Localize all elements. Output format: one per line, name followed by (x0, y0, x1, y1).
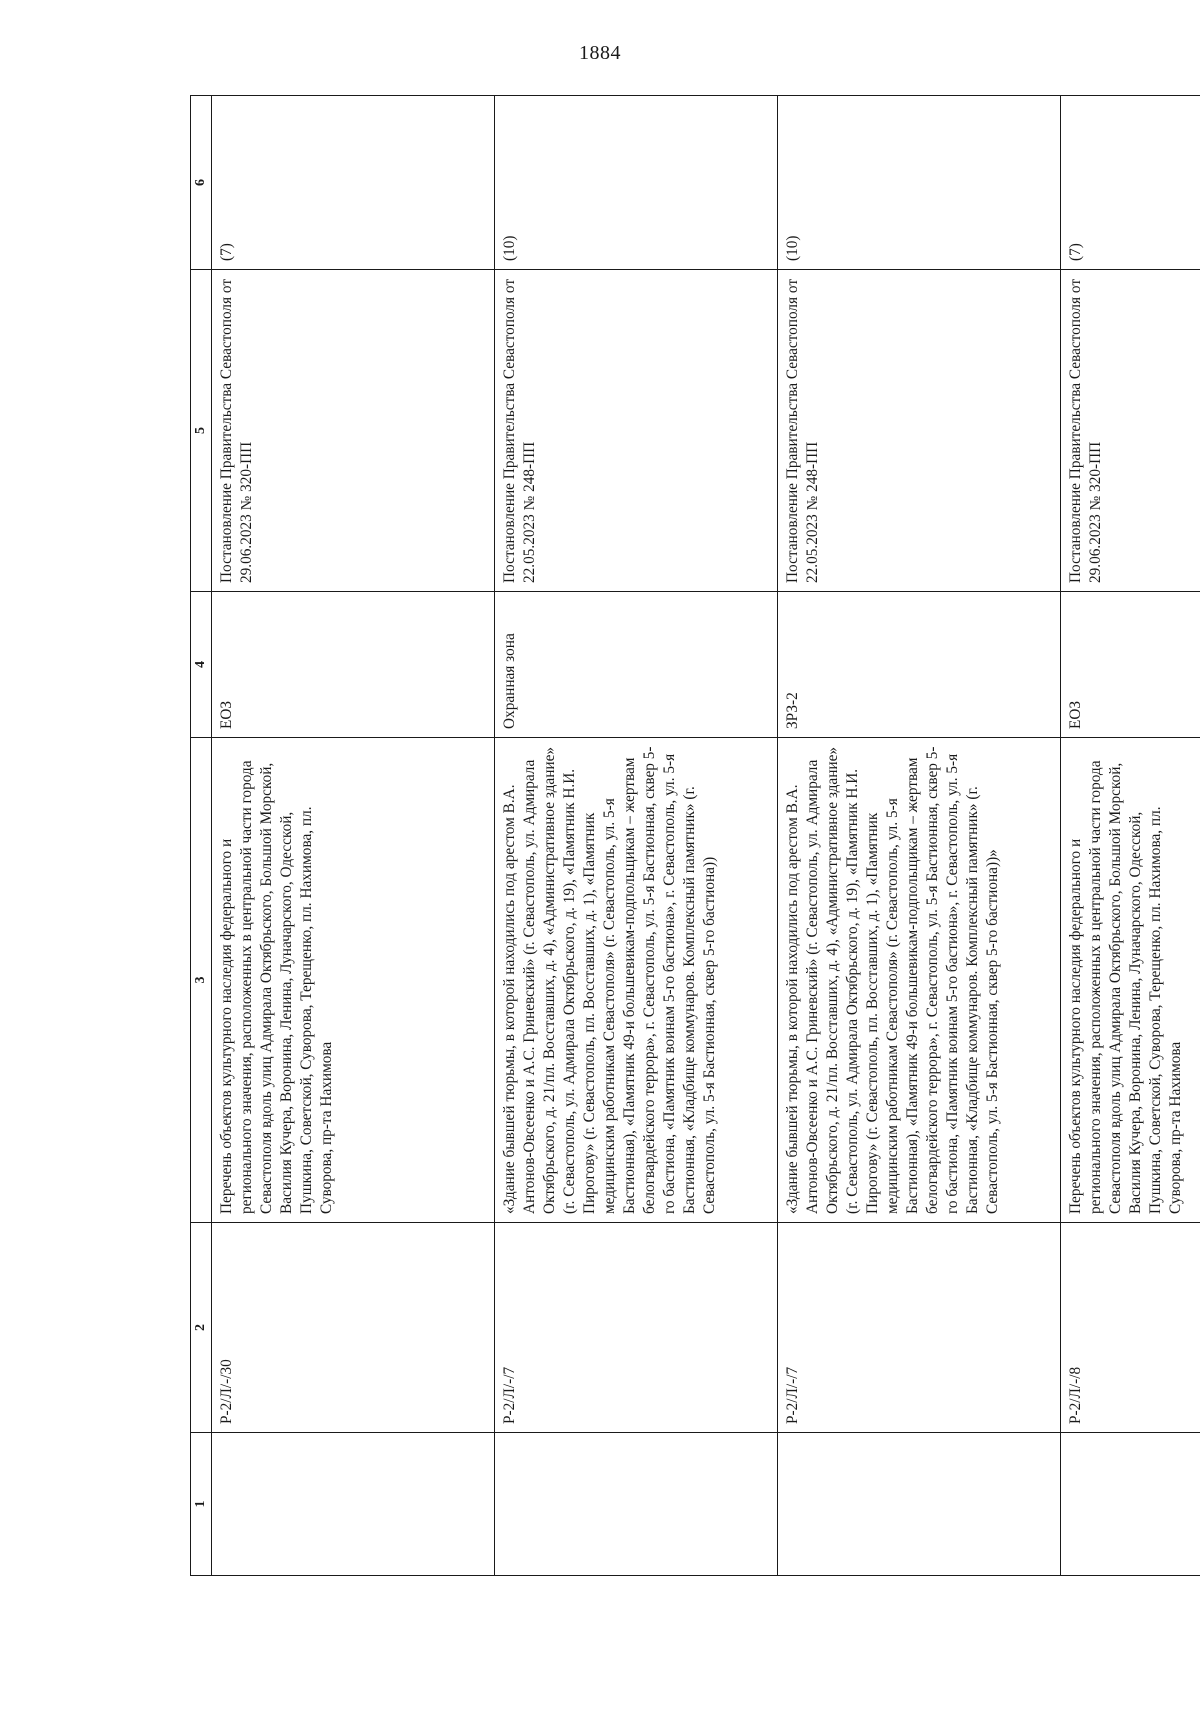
table-row (778, 96, 1061, 1576)
column-header-6: 6 (191, 96, 212, 270)
legal-document-cell: Постановление Правительства Севастополя от 22.05.2023 № 248-ПП (778, 270, 1061, 592)
table-header-row (191, 96, 212, 1576)
objects-description-cell: «Здание бывшей тюрьмы, в которой находились под арестом В.А. Антонов-Овсеенко и А.С. Гриневский» (г. Севастополь, ул. Адмирала Октябрьского, д. 21/пл. Восставших, д. 4), «Административное здание» (г. Севастополь, ул. Адмирала Октябрьского, д. 19), «Памятник Н.И. Пирогову» (г. Севастополь, пл. Восставших, д. 1), «Памятник медицинским работникам Севастополя» (г. Севастополь, ул. 5-я Бастионная), «Памятник 49-и большевикам-подпольщикам – жертвам белогвардейского террора», г. Севастополь, ул. 5-я Бастионная, сквер 5-го бастиона, «Памятник воинам 5-го бастиона», г. Севастополь, ул. 5-я Бастионная, «Кладбище коммунаров. Комплексный памятник» (г. Севастополь, ул. 5-я Бастионная, сквер 5-го бастиона)) (495, 738, 778, 1223)
column-header-1: 1 (191, 1433, 212, 1576)
zone-code-cell: Р-2/Л/-/30 (212, 1223, 495, 1433)
page-number: 1884 (579, 42, 621, 64)
zone-code-cell: Р-2/Л/-/7 (778, 1223, 1061, 1433)
reference-cell: (10) (778, 96, 1061, 270)
row-number-cell (778, 1433, 1061, 1576)
zones-table (190, 95, 1200, 1576)
zone-type-cell: ЕОЗ (212, 592, 495, 738)
reference-cell: (7) (212, 96, 495, 270)
column-header-4: 4 (191, 592, 212, 738)
row-number-cell (495, 1433, 778, 1576)
zone-type-cell: ЗРЗ-2 (778, 592, 1061, 738)
objects-description-cell: Перечень объектов культурного наследия федерального и регионального значения, расположенных в центральной части города Севастополя вдоль улиц Адмирала Октябрьского, Большой Морской, Василия Кучера, Воронина, Ленина, Луначарского, Одесской, Пушкина, Советской, Суворова, Терещенко, пл. Нахимова, пл. Суворова, пр-та Нахимова (1061, 738, 1200, 1223)
zone-code-cell: Р-2/Л/-/8 (1061, 1223, 1200, 1433)
legal-document-cell: Постановление Правительства Севастополя от 22.05.2023 № 248-ПП (495, 270, 778, 592)
table-row (495, 96, 778, 1576)
table-row (1061, 96, 1200, 1576)
table-row (212, 96, 495, 1576)
column-header-2: 2 (191, 1223, 212, 1433)
reference-cell: (10) (495, 96, 778, 270)
objects-description-cell: Перечень объектов культурного наследия федерального и регионального значения, расположенных в центральной части города Севастополя вдоль улиц Адмирала Октябрьского, Большой Морской, Василия Кучера, Воронина, Ленина, Луначарского, Одесской, Пушкина, Советской, Суворова, Терещенко, пл. Нахимова, пл. Суворова, пр-та Нахимова (212, 738, 495, 1223)
legal-document-cell: Постановление Правительства Севастополя от 29.06.2023 № 320-ПП (1061, 270, 1200, 592)
legal-document-cell: Постановление Правительства Севастополя от 29.06.2023 № 320-ПП (212, 270, 495, 592)
rotated-table-container (190, 96, 1184, 1576)
zone-code-cell: Р-2/Л/-/7 (495, 1223, 778, 1433)
row-number-cell (1061, 1433, 1200, 1576)
column-header-5: 5 (191, 270, 212, 592)
objects-description-cell: «Здание бывшей тюрьмы, в которой находились под арестом В.А. Антонов-Овсеенко и А.С. Гриневский» (г. Севастополь, ул. Адмирала Октябрьского, д. 21/пл. Восставших, д. 4), «Административное здание» (г. Севастополь, ул. Адмирала Октябрьского, д. 19), «Памятник Н.И. Пирогову» (г. Севастополь, пл. Восставших, д. 1), «Памятник медицинским работникам Севастополя» (г. Севастополь, ул. 5-я Бастионная), «Памятник 49-и большевикам-подпольщикам – жертвам белогвардейского террора», г. Севастополь, ул. 5-я Бастионная, сквер 5-го бастиона, «Памятник воинам 5-го бастиона», г. Севастополь, ул. 5-я Бастионная, «Кладбище коммунаров. Комплексный памятник» (г. Севастополь, ул. 5-я Бастионная, сквер 5-го бастиона))» (778, 738, 1061, 1223)
reference-cell: (7) (1061, 96, 1200, 270)
column-header-3: 3 (191, 738, 212, 1223)
zone-type-cell: ЕОЗ (1061, 592, 1200, 738)
row-number-cell (212, 1433, 495, 1576)
zone-type-cell: Охранная зона (495, 592, 778, 738)
